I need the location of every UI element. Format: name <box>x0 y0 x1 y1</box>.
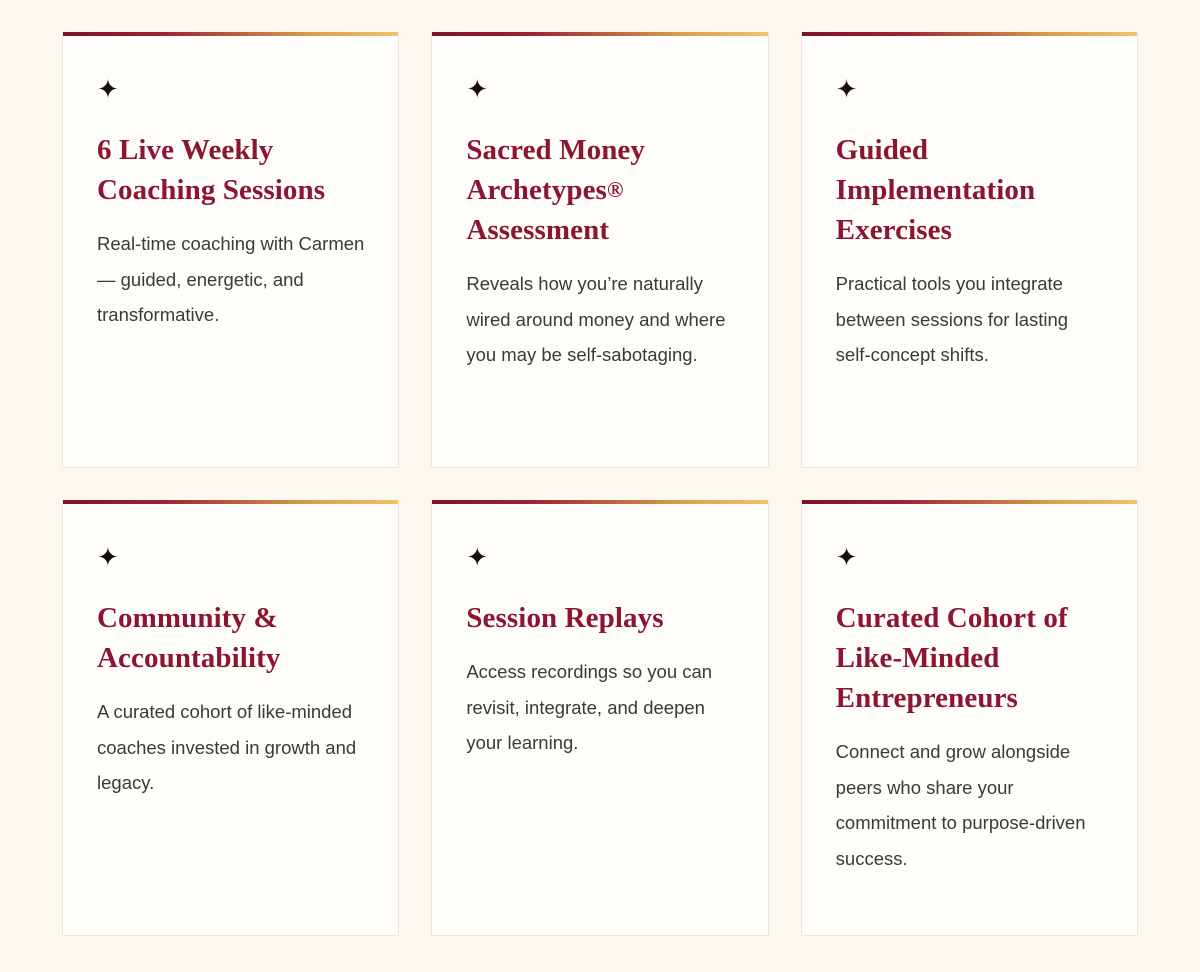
sparkle-icon: ✦ <box>97 74 119 104</box>
feature-card-title: Session Replays <box>466 602 664 634</box>
feature-card <box>62 500 399 936</box>
feature-card-body: Practical tools you integrate between sessions for lasting self-concept shifts. <box>835 273 1069 366</box>
feature-card-body: Real-time coaching with Carmen — guided, energetic, and transformative. <box>97 233 365 326</box>
sparkle-icon: ✦ <box>466 542 489 572</box>
feature-card <box>431 500 768 936</box>
sparkle-icon: ✦ <box>835 542 858 572</box>
sparkle-icon: ✦ <box>835 74 858 104</box>
feature-card <box>801 500 1138 936</box>
feature-card-title: Guided Implementation Exercises <box>835 134 1036 247</box>
feature-card-title: 6 Live Weekly Coaching Sessions <box>97 134 326 207</box>
sparkle-icon: ✦ <box>466 74 489 104</box>
feature-card-title: Sacred Money Archetypes® Assessment <box>466 134 645 247</box>
feature-card <box>62 32 399 468</box>
feature-card <box>801 32 1138 468</box>
feature-card-body: Reveals how you’re naturally wired around money and where you may be self-sabotaging. <box>466 273 726 366</box>
feature-card-title: Curated Cohort of Like-Minded Entrepreneurs <box>835 602 1068 715</box>
feature-card-body: Access recordings so you can revisit, integrate, and deepen your learning. <box>466 661 713 754</box>
feature-card-body: A curated cohort of like-minded coaches invested in growth and legacy. <box>97 701 357 794</box>
feature-card-body: Connect and grow alongside peers who share your commitment to purpose-driven success. <box>835 741 1086 870</box>
sparkle-icon: ✦ <box>97 542 119 572</box>
feature-card <box>431 32 768 468</box>
feature-card-title: Community & Accountability <box>97 602 281 675</box>
